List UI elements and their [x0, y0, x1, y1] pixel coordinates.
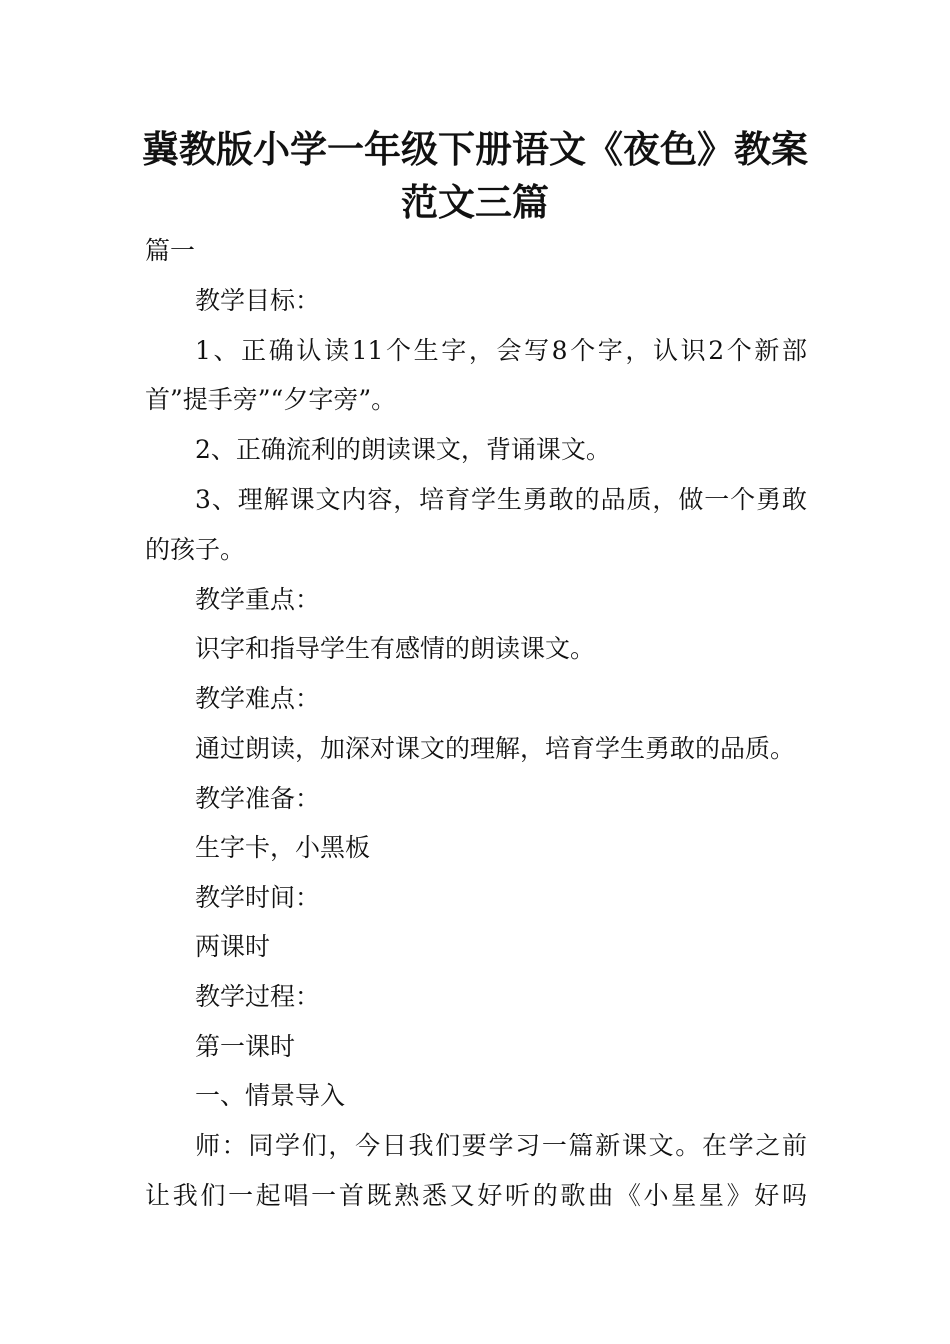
paragraph-1-line-1	[195, 1133, 807, 1158]
goal-2: 2、正确流利的朗读课文，背诵课文。	[195, 435, 611, 464]
time-heading: 教学时间：	[195, 883, 321, 912]
difficulty-heading: 教学难点：	[195, 684, 321, 713]
goal-3-line-1-text: 3、理解课文内容，培育学生勇敢的品质，做一个勇敢	[195, 485, 807, 514]
time-text: 两课时	[195, 932, 271, 961]
goals-heading: 教学目标：	[195, 286, 321, 315]
paragraph-1-line-2-text: 让我们一起唱一首既熟悉又好听的歌曲《小星星》好吗	[145, 1181, 807, 1210]
paragraph-1-line-2	[145, 1183, 807, 1208]
document-title-line-2: 范文三篇	[401, 181, 549, 224]
goal-1-line-1-text: 1、正确认读11个生字，会写8个字，认识2个新部	[195, 336, 807, 365]
paragraph-1-line-1-text: 师：同学们，今日我们要学习一篇新课文。在学之前	[195, 1131, 807, 1160]
step-1-heading: 一、情景导入	[195, 1081, 346, 1110]
lesson-1-heading: 第一课时	[195, 1032, 296, 1061]
goal-1-line-1	[195, 338, 807, 363]
document-title-line-1: 冀教版小学一年级下册语文《夜色》教案	[142, 128, 808, 171]
section-label: 篇一	[145, 236, 196, 265]
preparation-heading: 教学准备：	[195, 784, 321, 813]
goal-3-line-2: 的孩子。	[145, 535, 246, 564]
goal-1-line-2: 首”提手旁”“夕字旁”。	[145, 385, 397, 414]
preparation-text: 生字卡，小黑板	[195, 833, 371, 862]
difficulty-text: 通过朗读，加深对课文的理解，培育学生勇敢的品质。	[195, 734, 796, 763]
key-points-text: 识字和指导学生有感情的朗读课文。	[195, 634, 596, 663]
goal-3-line-1	[195, 487, 807, 512]
process-heading: 教学过程：	[195, 982, 321, 1011]
key-points-heading: 教学重点：	[195, 585, 321, 614]
